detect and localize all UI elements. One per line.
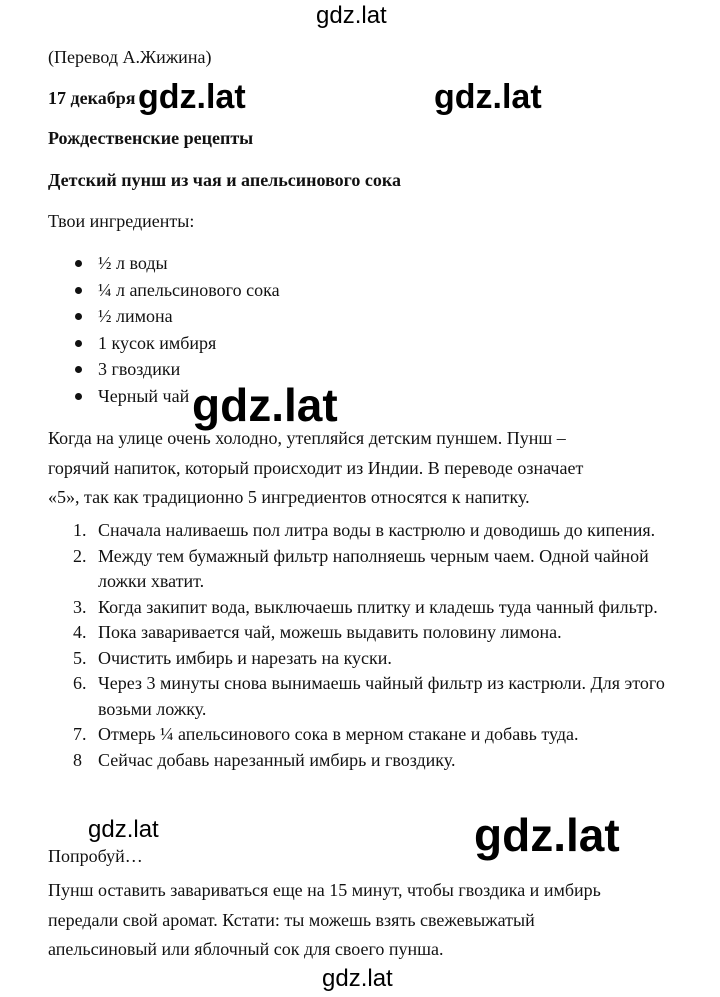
ingredient-text: 1 кусок имбиря bbox=[98, 332, 217, 353]
step-item bbox=[48, 595, 668, 621]
ingredients-label: Твои ингредиенты: bbox=[48, 211, 195, 231]
step-number: 8 bbox=[73, 749, 82, 770]
intro-paragraph bbox=[48, 424, 688, 513]
bullet-icon bbox=[75, 340, 82, 347]
intro-line: «5», так как традиционно 5 ингредиентов относятся к напитку. bbox=[48, 487, 530, 507]
ingredient-item bbox=[48, 250, 280, 277]
watermark-header-left: gdz.lat bbox=[138, 78, 246, 116]
try-label: Попробуй… bbox=[48, 846, 143, 866]
steps-list bbox=[48, 518, 668, 773]
watermark-lower-right: gdz.lat bbox=[474, 809, 620, 861]
step-text: Через 3 минуты снова вынимаешь чайный фильтр из кастрюли. Для этого возьми ложку. bbox=[98, 673, 665, 719]
recipe-title: Детский пунш из чая и апельсинового сока bbox=[48, 170, 401, 190]
step-text: Сначала наливаешь пол литра воды в кастрюлю и доводишь до кипения. bbox=[98, 520, 656, 540]
closing-paragraph bbox=[48, 876, 688, 965]
step-item bbox=[48, 620, 668, 646]
ingredient-text: Черный чай bbox=[98, 385, 190, 406]
ingredient-text: ¼ л апельсинового сока bbox=[98, 279, 280, 300]
step-number: 4. bbox=[73, 622, 87, 642]
step-item bbox=[48, 518, 668, 544]
watermark-bottom: gdz.lat bbox=[322, 965, 393, 992]
step-text: Пока заваривается чай, можешь выдавить половину лимона. bbox=[98, 622, 562, 642]
date-heading: 17 декабря bbox=[48, 88, 136, 108]
ingredient-text: ½ л воды bbox=[98, 253, 168, 273]
closing-line: апельсиновый или яблочный сок для своего пунша. bbox=[48, 939, 444, 959]
watermark-top: gdz.lat bbox=[316, 2, 387, 29]
step-item bbox=[48, 722, 668, 748]
bullet-icon bbox=[75, 287, 82, 294]
watermark-header-right: gdz.lat bbox=[434, 78, 542, 116]
bullet-icon bbox=[75, 393, 82, 400]
step-number: 7. bbox=[73, 724, 87, 744]
step-text: Сейчас добавь нарезанный имбирь и гвоздику. bbox=[98, 749, 456, 770]
step-number: 1. bbox=[73, 520, 87, 540]
bullet-icon bbox=[75, 366, 82, 373]
ingredient-item bbox=[48, 303, 280, 330]
step-number: 6. bbox=[73, 673, 87, 693]
section-title: Рождественские рецепты bbox=[48, 128, 254, 148]
step-text: Когда закипит вода, выключаешь плитку и кладешь туда чанный фильтр. bbox=[98, 596, 658, 617]
ingredient-text: 3 гвоздики bbox=[98, 359, 181, 380]
intro-line: Когда на улице очень холодно, утепляйся детским пуншем. Пунш – bbox=[48, 428, 566, 448]
closing-line: передали свой аромат. Кстати: ты можешь взять свежевыжатый bbox=[48, 909, 535, 930]
step-item bbox=[48, 544, 668, 595]
step-number: 5. bbox=[73, 647, 87, 668]
step-text: Отмерь ¼ апельсинового сока в мерном стакане и добавь туда. bbox=[98, 724, 579, 744]
step-text: Между тем бумажный фильтр наполняешь черным чаем. Одной чайной ложки хватит. bbox=[98, 545, 649, 591]
step-text: Очистить имбирь и нарезать на куски. bbox=[98, 647, 392, 668]
step-item bbox=[48, 748, 668, 774]
ingredient-item bbox=[48, 277, 280, 304]
step-number: 3. bbox=[73, 596, 87, 617]
bullet-icon bbox=[75, 313, 82, 320]
watermark-center: gdz.lat bbox=[192, 379, 338, 431]
watermark-lower-left: gdz.lat bbox=[88, 816, 159, 843]
ingredient-text: ½ лимона bbox=[98, 306, 173, 327]
bullet-icon bbox=[75, 260, 82, 267]
translator-credit: (Перевод А.Жижина) bbox=[48, 47, 212, 67]
step-item bbox=[48, 646, 668, 672]
closing-line: Пунш оставить завариваться еще на 15 минут, чтобы гвоздика и имбирь bbox=[48, 880, 601, 900]
intro-line: горячий напиток, который происходит из Индии. В переводе означает bbox=[48, 457, 584, 478]
step-number: 2. bbox=[73, 545, 87, 566]
ingredient-item bbox=[48, 330, 280, 357]
step-item bbox=[48, 671, 668, 722]
